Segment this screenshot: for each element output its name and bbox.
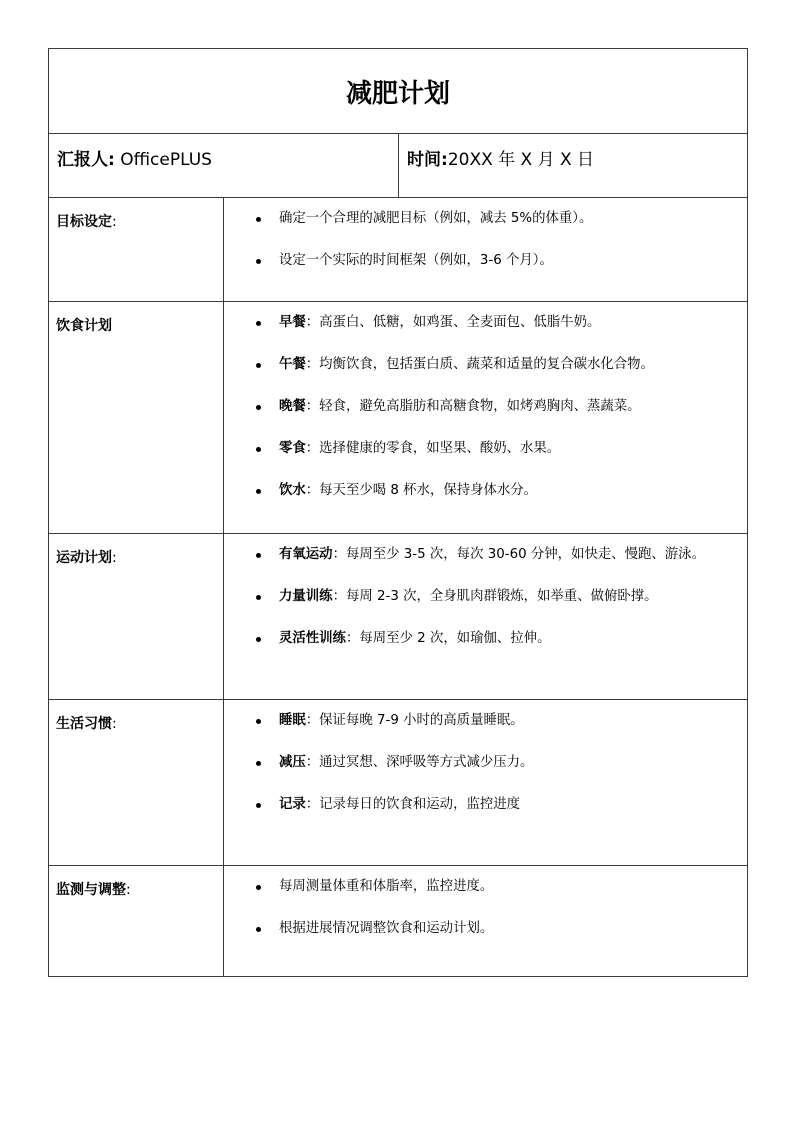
list-item: [224, 252, 747, 294]
time-cell: [399, 134, 748, 198]
time-value: 20XX 年 X 月 X 日: [447, 150, 595, 170]
item-text: ：通过冥想、深呼吸等方式减少压力。: [305, 755, 534, 770]
item-keyword: 睡眠: [279, 713, 306, 728]
section-label-text: 监测与调整: [56, 882, 126, 898]
item-keyword: 午餐: [279, 357, 306, 372]
item-text: ：高蛋白、低糖，如鸡蛋、全麦面包、低脂牛奶。: [305, 315, 601, 330]
item-text: 根据进展情况调整饮食和运动计划。: [279, 921, 494, 936]
bullet-dot: [256, 595, 261, 600]
bullet-list: [224, 700, 747, 838]
time-label: 时间:: [407, 150, 448, 170]
section-label-monitoring: [49, 866, 224, 977]
item-keyword: 饮水: [279, 483, 306, 498]
plan-table: [48, 48, 748, 977]
section-body-monitoring: [224, 866, 748, 977]
list-item: [224, 210, 747, 252]
section-row-monitoring: [49, 866, 748, 977]
section-row-goals: [49, 198, 748, 302]
item-keyword: 晚餐: [279, 399, 306, 414]
section-body-diet: [224, 302, 748, 534]
item-text: ：每周 2-3 次，全身肌肉群锻炼，如举重、做俯卧撑。: [332, 589, 658, 604]
list-item: [224, 482, 747, 524]
item-text: ：保证每晚 7-9 小时的高质量睡眠。: [305, 713, 524, 728]
bullet-list: [224, 302, 747, 524]
reporter-cell: [49, 134, 399, 198]
section-label-exercise: [49, 534, 224, 700]
bullet-list: [224, 198, 747, 294]
list-item: [224, 878, 747, 920]
item-text: 设定一个实际的时间框架（例如，3-6 个月）。: [279, 253, 553, 268]
bullet-dot: [256, 885, 261, 890]
bullet-dot: [256, 803, 261, 808]
section-row-habits: [49, 700, 748, 866]
bullet-dot: [256, 447, 261, 452]
list-item: [224, 546, 747, 588]
meta-row: [49, 134, 748, 198]
reporter-label: 汇报人:: [57, 150, 115, 170]
item-text: ：记录每日的饮食和运动，监控进度: [305, 797, 521, 812]
bullet-dot: [256, 553, 261, 558]
list-item: [224, 796, 747, 838]
list-item: [224, 314, 747, 356]
section-label-colon: :: [112, 716, 117, 732]
title-row: [49, 49, 748, 134]
list-item: [224, 712, 747, 754]
bullet-dot: [256, 719, 261, 724]
bullet-dot: [256, 259, 261, 264]
bullet-dot: [256, 363, 261, 368]
section-row-diet: [49, 302, 748, 534]
section-label-colon: :: [112, 214, 117, 230]
item-keyword: 力量训练: [279, 589, 333, 604]
bullet-dot: [256, 321, 261, 326]
item-keyword: 有氧运动: [279, 547, 333, 562]
list-item: [224, 440, 747, 482]
item-keyword: 减压: [279, 755, 306, 770]
item-keyword: 早餐: [279, 315, 306, 330]
section-label-text: 生活习惯: [56, 716, 112, 732]
item-keyword: 灵活性训练: [279, 631, 346, 646]
section-body-habits: [224, 700, 748, 866]
document-title: 减肥计划: [49, 49, 748, 134]
section-body-exercise: [224, 534, 748, 700]
bullet-dot: [256, 637, 261, 642]
section-label-colon: :: [112, 550, 117, 566]
reporter-value: OfficePLUS: [114, 150, 212, 170]
section-label-text: 饮食计划: [56, 318, 112, 334]
item-text: ：每周至少 2 次，如瑜伽、拉伸。: [345, 631, 551, 646]
item-text: ：轻食，避免高脂肪和高糖食物，如烤鸡胸肉、蒸蔬菜。: [305, 399, 641, 414]
section-label-text: 运动计划: [56, 550, 112, 566]
item-text: 确定一个合理的减肥目标（例如，减去 5%的体重）。: [279, 211, 593, 226]
section-label-diet: [49, 302, 224, 534]
bullet-dot: [256, 217, 261, 222]
list-item: [224, 398, 747, 440]
section-label-text: 目标设定: [56, 214, 112, 230]
bullet-dot: [256, 927, 261, 932]
section-label-colon: :: [126, 882, 131, 898]
list-item: [224, 920, 747, 962]
list-item: [224, 356, 747, 398]
section-label-goals: [49, 198, 224, 302]
section-body-goals: [224, 198, 748, 302]
item-text: ：均衡饮食，包括蛋白质、蔬菜和适量的复合碳水化合物。: [305, 357, 654, 372]
section-label-habits: [49, 700, 224, 866]
bullet-dot: [256, 489, 261, 494]
bullet-dot: [256, 405, 261, 410]
item-keyword: 零食: [279, 441, 306, 456]
item-text: ：每周至少 3-5 次，每次 30-60 分钟，如快走、慢跑、游泳。: [332, 547, 705, 562]
bullet-list: [224, 534, 747, 672]
item-text: ：选择健康的零食，如坚果、酸奶、水果。: [305, 441, 561, 456]
item-keyword: 记录: [279, 797, 306, 812]
item-text: 每周测量体重和体脂率，监控进度。: [279, 879, 494, 894]
bullet-dot: [256, 761, 261, 766]
bullet-list: [224, 866, 747, 962]
item-text: ：每天至少喝 8 杯水，保持身体水分。: [305, 483, 538, 498]
list-item: [224, 630, 747, 672]
list-item: [224, 754, 747, 796]
section-row-exercise: [49, 534, 748, 700]
list-item: [224, 588, 747, 630]
